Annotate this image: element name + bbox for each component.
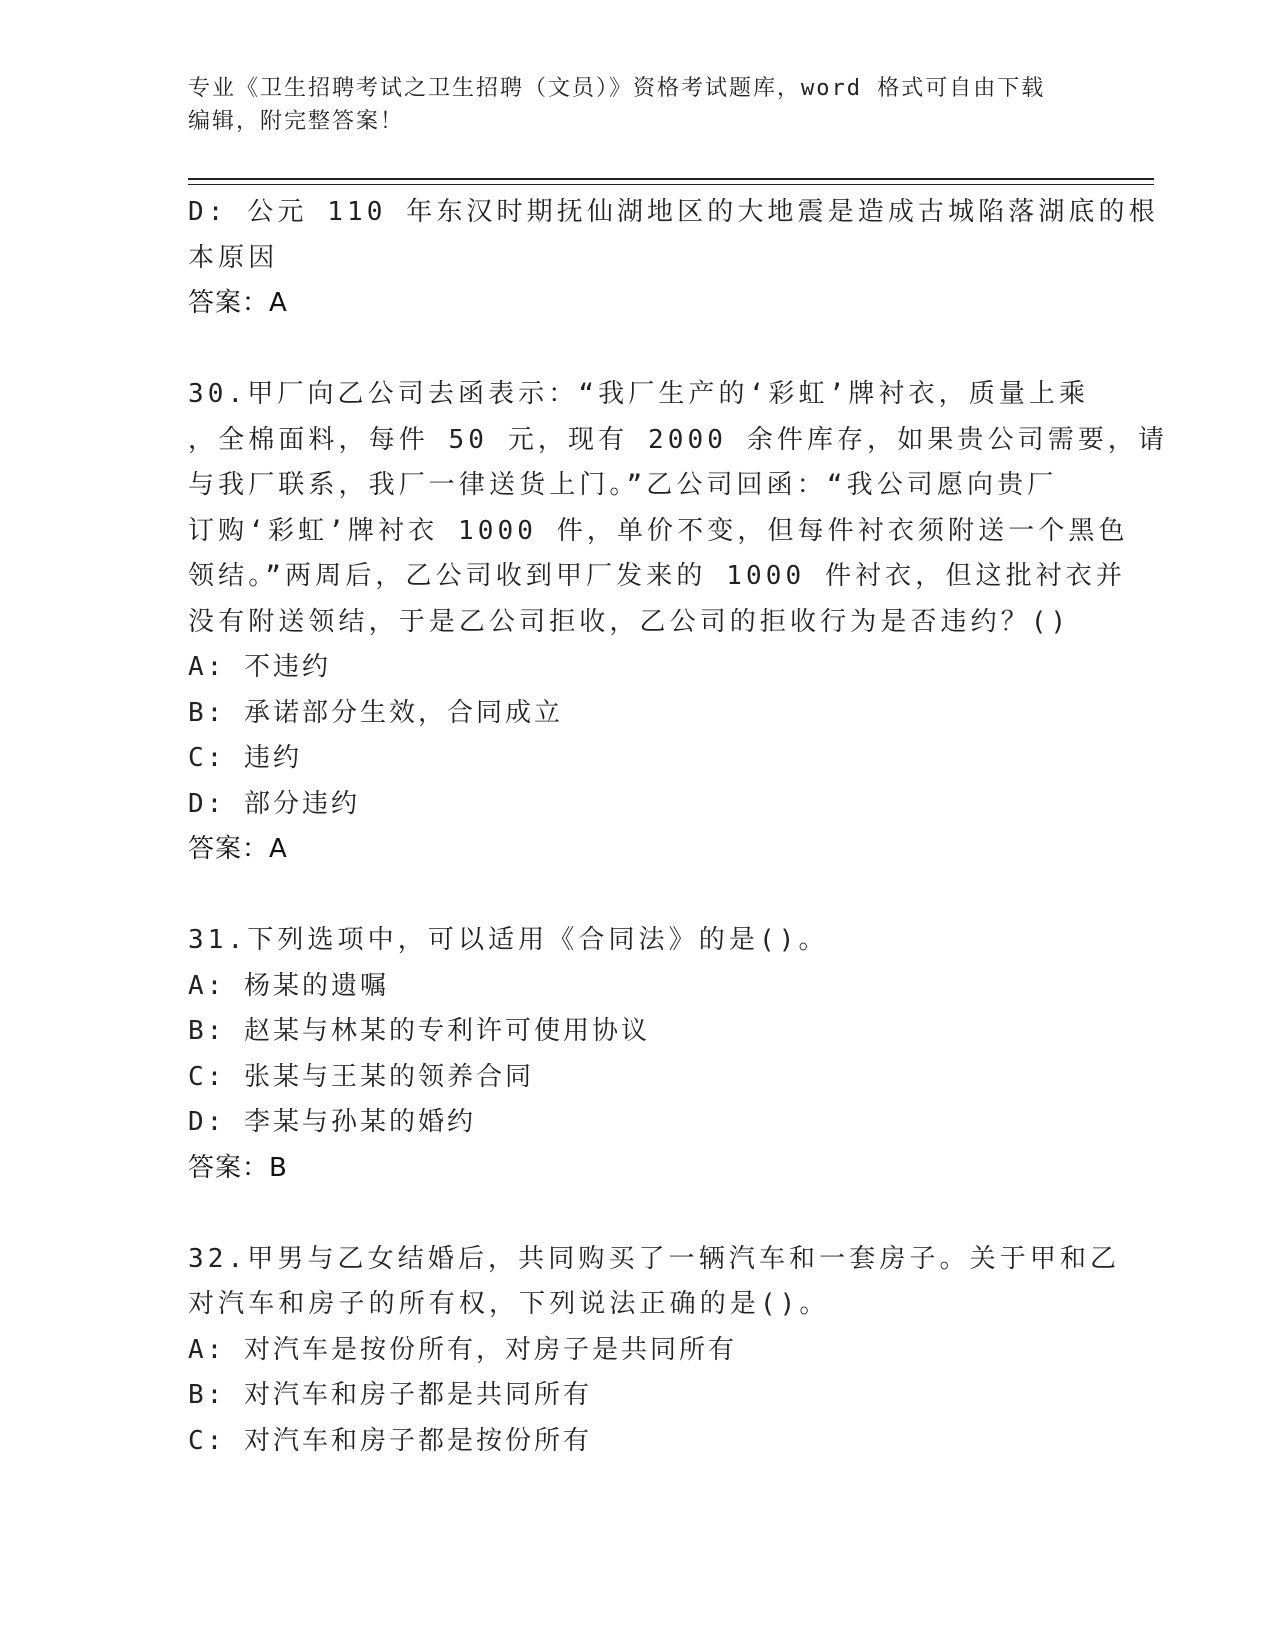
option-b: B: 对汽车和房子都是共同所有 [188, 1380, 592, 1410]
question-31 [188, 918, 1068, 1191]
option-d-continued: 本原因 [188, 242, 279, 273]
question-stem-line: 32.甲男与乙女结婚后，共同购买了一辆汽车和一套房子。关于甲和乙 [188, 1243, 1121, 1274]
header-line-1: 专业《卫生招聘考试之卫生招聘（文员）》资格考试题库，word 格式可自由下载 [188, 76, 1046, 101]
question-stem-line: 领结。”两周后，乙公司收到甲厂发来的 1000 件衬衣，但这批衬衣并 [188, 561, 1126, 591]
question-stem-line: 对汽车和房子的所有权，下列说法正确的是()。 [188, 1289, 830, 1319]
answer-line: 答案：A [188, 834, 288, 864]
spacer [188, 1191, 1068, 1237]
option-d: D: 李某与孙某的婚约 [188, 1107, 476, 1137]
option-c: C: 对汽车和房子都是按份所有 [188, 1425, 592, 1456]
question-stem-line: 订购‘彩虹’牌衬衣 1000 件，单价不变，但每件衬衣须附送一个黑色 [188, 515, 1129, 546]
spacer [188, 327, 1068, 373]
header-rule-thin [188, 184, 1154, 185]
option-b: B: 赵某与林某的专利许可使用协议 [188, 1016, 650, 1046]
prev-question-tail [188, 190, 1159, 327]
question-stem-line: 没有附送领结，于是乙公司拒收，乙公司的拒收行为是否违约？() [188, 606, 1071, 637]
option-b: B: 承诺部分生效，合同成立 [188, 697, 563, 728]
option-d: D: 部分违约 [188, 788, 360, 819]
question-32 [188, 1237, 1121, 1465]
answer-line: 答案：B [188, 1152, 288, 1183]
option-a: A: 杨某的遗嘱 [188, 970, 389, 1001]
option-d: D: 公元 110 年东汉时期抚仙湖地区的大地震是造成古城陷落湖底的根 [188, 197, 1159, 227]
spacer [188, 873, 1068, 919]
question-30 [188, 372, 1169, 873]
question-content [188, 190, 1169, 1464]
question-stem-line: 与我厂联系，我厂一律送货上门。”乙公司回函：“我公司愿向贵厂 [188, 470, 1058, 500]
option-a: A: 对汽车是按份所有，对房子是共同所有 [188, 1334, 737, 1365]
header-line-2: 编辑，附完整答案！ [188, 109, 405, 134]
question-stem-line: ，全棉面料，每件 50 元，现有 2000 余件库存，如果贵公司需要，请 [188, 424, 1169, 455]
answer-line: 答案：A [188, 288, 288, 318]
page-header [188, 72, 1068, 138]
option-c: C: 张某与王某的领养合同 [188, 1061, 534, 1092]
option-c: C: 违约 [188, 743, 302, 773]
question-stem-line: 31.下列选项中，可以适用《合同法》的是()。 [188, 925, 829, 955]
option-a: A: 不违约 [188, 652, 331, 682]
question-stem-line: 30.甲厂向乙公司去函表示：“我厂生产的‘彩虹’牌衬衣，质量上乘 [188, 379, 1090, 409]
header-rule-thick [188, 178, 1154, 180]
